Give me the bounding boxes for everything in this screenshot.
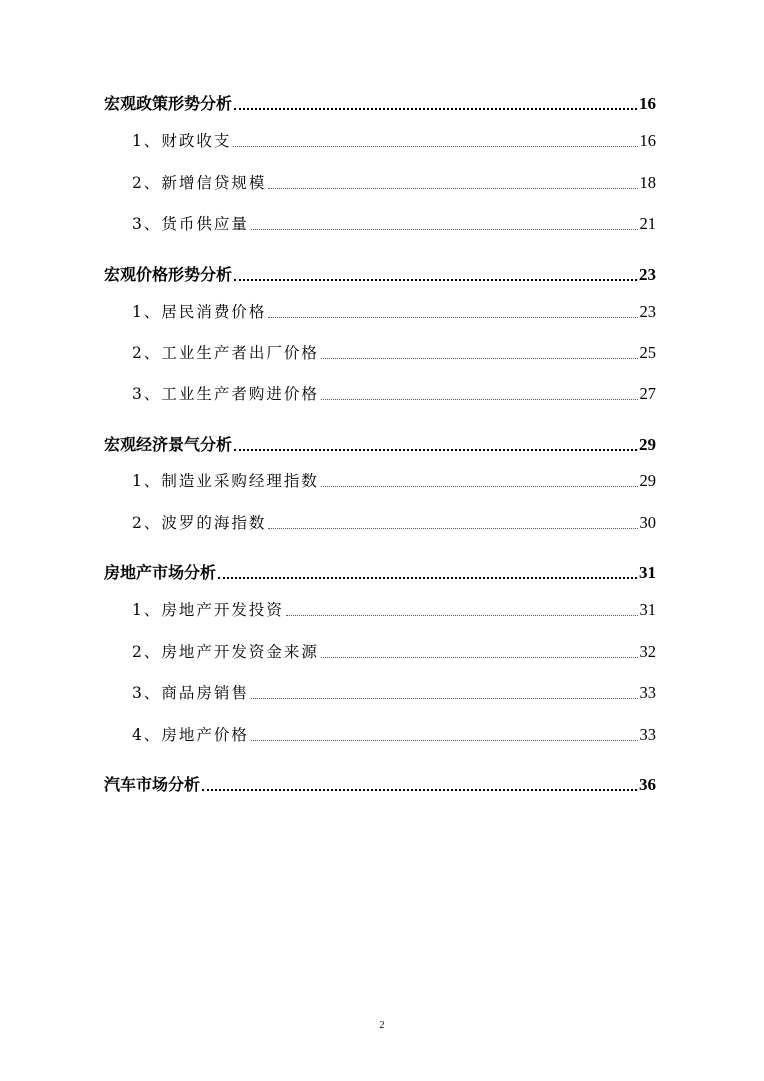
toc-page-number: 16 [639,94,656,113]
toc-item[interactable] [132,171,656,195]
toc-page-number: 31 [639,600,656,619]
toc-item-title: 3、货币供应量 [132,215,249,233]
toc-page-number: 36 [639,775,656,794]
toc-item[interactable] [132,640,656,664]
toc-page-number: 23 [639,302,656,321]
toc-item[interactable] [132,129,656,153]
toc-item[interactable] [132,212,656,236]
toc-item[interactable] [132,382,656,406]
dot-leader [234,279,637,281]
dot-leader [321,486,638,487]
toc-item-title: 2、房地产开发资金来源 [132,643,319,661]
toc-section[interactable] [104,561,656,585]
toc-section[interactable] [104,92,656,116]
toc-page-number: 33 [639,683,656,702]
dot-leader [234,108,637,110]
toc-page-number: 27 [639,384,656,403]
toc-section-title: 汽车市场分析 [104,775,201,794]
toc-item[interactable] [132,511,656,535]
toc-item-title: 1、财政收支 [132,132,232,150]
toc-item[interactable] [132,469,656,493]
toc-page-number: 25 [639,343,656,362]
toc-section-title: 宏观经济景气分析 [104,435,233,454]
toc-page-number: 32 [639,642,656,661]
toc-page-number: 21 [639,214,656,233]
dot-leader [321,358,638,359]
toc-item[interactable] [132,300,656,324]
toc-section[interactable] [104,773,656,797]
toc-item-title: 1、居民消费价格 [132,303,267,321]
toc-page-number: 18 [639,173,656,192]
toc-item-title: 2、新增信贷规模 [132,174,267,192]
toc-section-title: 房地产市场分析 [104,563,217,582]
dot-leader [286,615,638,616]
toc-section[interactable] [104,433,656,457]
toc-page-number: 30 [639,513,656,532]
toc-page-number: 29 [639,471,656,490]
dot-leader [218,577,637,579]
toc-item[interactable] [132,723,656,747]
toc-section-title: 宏观政策形势分析 [104,94,233,113]
toc-item[interactable] [132,681,656,705]
toc-item-title: 3、工业生产者购进价格 [132,385,319,403]
toc-item-title: 1、房地产开发投资 [132,601,284,619]
toc-page-number: 29 [639,435,656,454]
dot-leader [251,229,638,230]
toc-page-number: 16 [639,131,656,150]
toc-page-number: 31 [639,563,656,582]
toc-item[interactable] [132,598,656,622]
toc-item[interactable] [132,341,656,365]
toc-page-number: 33 [639,725,656,744]
toc-item-title: 2、波罗的海指数 [132,514,267,532]
toc-item-title: 4、房地产价格 [132,726,249,744]
toc-section[interactable] [104,263,656,287]
dot-leader [268,528,637,529]
page-footer-number: 2 [379,1020,385,1031]
dot-leader [321,399,638,400]
dot-leader [234,449,637,451]
dot-leader [268,188,637,189]
toc-item-title: 2、工业生产者出厂价格 [132,344,319,362]
dot-leader [251,740,638,741]
toc-item-title: 1、制造业采购经理指数 [132,472,319,490]
dot-leader [268,317,637,318]
dot-leader [233,146,637,147]
toc-section-title: 宏观价格形势分析 [104,265,233,284]
toc-page-number: 23 [639,265,656,284]
dot-leader [321,657,638,658]
dot-leader [202,789,637,791]
dot-leader [251,698,638,699]
toc-item-title: 3、商品房销售 [132,684,249,702]
